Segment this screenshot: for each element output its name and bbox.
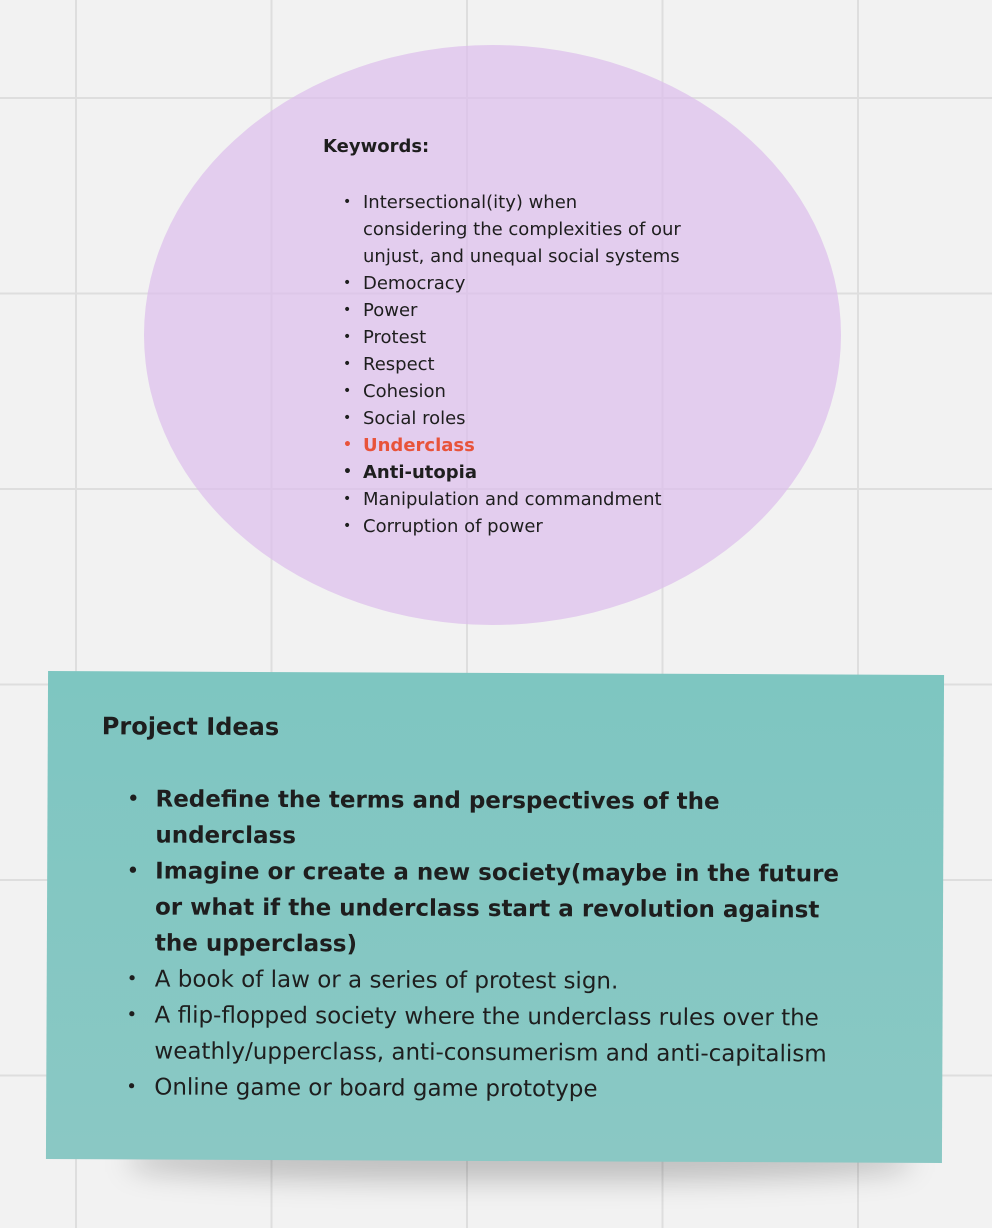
keyword-item: • Protest bbox=[343, 324, 683, 351]
keyword-item: • Intersectional(ity) when considering the complexities of our unjust, and unequal social systems bbox=[343, 189, 683, 270]
keyword-item-highlighted: • Underclass bbox=[343, 432, 683, 459]
keyword-item-bold: • Anti-utopia bbox=[343, 459, 683, 486]
project-ideas-sticky-note[interactable] bbox=[46, 671, 944, 1163]
keyword-item: • Cohesion bbox=[343, 378, 683, 405]
keywords-list[interactable] bbox=[343, 189, 683, 540]
keywords-title[interactable]: Keywords: bbox=[323, 136, 430, 157]
keyword-item: • Social roles bbox=[343, 405, 683, 432]
keyword-item: • Manipulation and commandment bbox=[343, 486, 683, 513]
idea-item-bold: • Imagine or create a new society(maybe in the future or what if the underclass start a revolution against the upperclass) bbox=[127, 853, 847, 964]
project-ideas-list bbox=[126, 781, 847, 1108]
idea-item-bold: • Redefine the terms and perspectives of the underclass bbox=[127, 781, 847, 856]
keyword-item: • Respect bbox=[343, 351, 683, 378]
project-ideas-title: Project Ideas bbox=[101, 712, 280, 742]
keyword-item: • Power bbox=[343, 297, 683, 324]
keyword-item: • Democracy bbox=[343, 270, 683, 297]
idea-item: • A flip-flopped society where the underclass rules over the weathly/upperclass, anti-consumerism and anti-capitalism bbox=[126, 997, 846, 1072]
idea-item: • Online game or board game prototype bbox=[126, 1069, 846, 1108]
keyword-item: • Corruption of power bbox=[343, 513, 683, 540]
idea-item: • A book of law or a series of protest sign. bbox=[127, 961, 847, 1000]
